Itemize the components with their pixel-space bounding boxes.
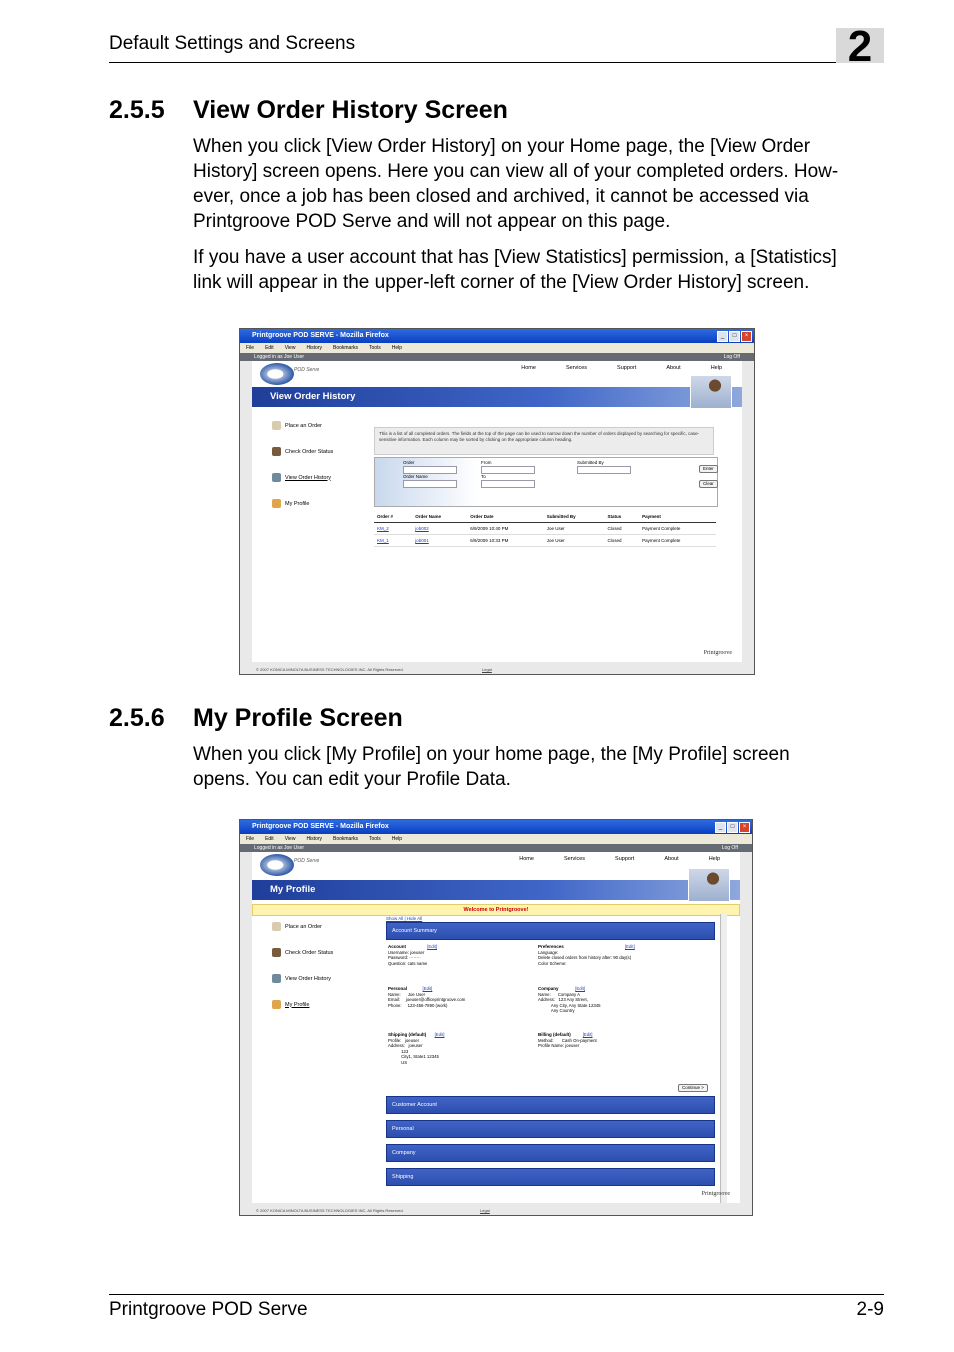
- profile-icon: [272, 499, 281, 508]
- submitted-by-input[interactable]: [577, 466, 631, 474]
- login-bar: [240, 353, 754, 361]
- block-title: Account: [388, 944, 406, 949]
- nav-services[interactable]: Services: [563, 856, 586, 862]
- top-nav: [519, 856, 720, 862]
- nav-label: View Order History: [285, 474, 332, 481]
- submitted-by-cell: Joe User: [544, 535, 605, 547]
- nav-label: Check Order Status: [285, 448, 334, 455]
- paragraph: [193, 245, 893, 295]
- top-nav: [521, 365, 722, 371]
- personal-block: [388, 986, 465, 1008]
- person-image: [688, 868, 730, 902]
- view-order-history-screenshot: [239, 328, 755, 675]
- block-line: Question: cats name: [388, 960, 428, 966]
- order-label: Order: [403, 460, 415, 465]
- welcome-bar: Welcome to Printgroove!: [252, 904, 740, 916]
- order-date-cell: 6/9/2009 10:40 PM: [467, 523, 543, 535]
- close-icon[interactable]: ×: [739, 822, 750, 833]
- order-name-label: Order Name: [403, 474, 428, 479]
- page-title: View Order History: [270, 391, 356, 402]
- edit-link[interactable]: [Edit]: [427, 944, 437, 949]
- nav-services[interactable]: Services: [565, 365, 588, 371]
- block-line: Phone: 123-456-7890 (work): [388, 1002, 448, 1008]
- block-title: Billing (default): [538, 1032, 571, 1037]
- logo-text: POD Serve: [294, 367, 320, 373]
- menu-history[interactable]: History: [306, 836, 322, 842]
- nav-support[interactable]: Support: [615, 856, 635, 862]
- close-icon[interactable]: ×: [741, 331, 752, 342]
- company-block: [538, 986, 601, 1014]
- col-order-number[interactable]: Order #: [374, 511, 412, 523]
- section-title: View Order History Screen: [193, 96, 508, 124]
- preferences-block: [538, 944, 635, 966]
- menu-file[interactable]: File: [246, 345, 255, 351]
- shipping-bar[interactable]: Shipping: [386, 1168, 715, 1186]
- logo-icon: [260, 363, 294, 385]
- logo-text: POD Serve: [294, 858, 320, 864]
- nav-about[interactable]: About: [666, 365, 681, 371]
- nav-home[interactable]: Home: [519, 856, 534, 862]
- edit-link[interactable]: [Edit]: [434, 1032, 445, 1037]
- logged-in-text: Logged in as Joe User: [254, 845, 305, 851]
- log-off-link[interactable]: Log Off: [723, 354, 740, 360]
- edit-link[interactable]: [Edit]: [624, 944, 635, 949]
- nav-about[interactable]: About: [664, 856, 679, 862]
- edit-link[interactable]: [Edit]: [575, 986, 586, 991]
- block-line: Delete closed orders from history after: 90 day(s): [538, 955, 632, 960]
- block-line: 123: [388, 1048, 409, 1054]
- login-bar: [240, 844, 752, 852]
- table-header: [374, 511, 716, 523]
- col-status[interactable]: Status: [604, 511, 639, 523]
- window-title: Printgroove POD SERVE - Mozilla Firefox: [240, 329, 754, 343]
- window-controls: [715, 822, 750, 833]
- nav-label: Place an Order: [285, 923, 322, 930]
- line: When you click [My Profile] on your home page, the [My Profile] screen: [193, 744, 790, 765]
- history-icon: [272, 974, 281, 983]
- page: [252, 852, 740, 1203]
- block-line: Any Country: [538, 1008, 575, 1013]
- nav-label: Check Order Status: [285, 949, 334, 956]
- nav-home[interactable]: Home: [521, 365, 536, 371]
- copyright: © 2007 KONICA MINOLTA BUSINESS TECHNOLOGIES INC. All Rights Reserved.: [256, 667, 404, 672]
- block-line: Color Scheme:: [538, 960, 567, 966]
- section-number: 2.5.6: [109, 704, 165, 732]
- menu-view[interactable]: View: [284, 345, 296, 351]
- to-label: To: [481, 474, 486, 479]
- page-number: 2-9: [856, 1299, 884, 1320]
- nav-label: My Profile: [285, 500, 310, 507]
- line: Printgroove POD Serve and will not appear on this page.: [193, 211, 671, 232]
- logged-in-text: Logged in as Joe User: [254, 354, 305, 360]
- chapter-number: 2: [847, 22, 873, 71]
- log-off-link[interactable]: Log Off: [721, 845, 738, 851]
- block-line: Address: joeuser: [388, 1043, 423, 1048]
- block-line: Method: Cash On-payment: [538, 1037, 597, 1043]
- line: link will appear in the upper-left corner of the [View Order History] screen.: [193, 272, 810, 293]
- order-table: [374, 511, 716, 547]
- menu-edit[interactable]: Edit: [265, 836, 274, 842]
- block-line: Password: ········: [388, 955, 421, 960]
- legal-link[interactable]: Legal: [480, 1208, 490, 1213]
- block-title: Preferences: [538, 944, 564, 949]
- order-date-cell: 6/9/2009 10:33 PM: [467, 535, 543, 547]
- menu-edit[interactable]: Edit: [265, 345, 274, 351]
- minimize-icon[interactable]: _: [715, 822, 726, 833]
- section-number: 2.5.5: [109, 96, 165, 124]
- block-title: Company: [538, 986, 559, 991]
- shipping-block: [388, 1032, 444, 1065]
- legal-link[interactable]: Legal: [482, 667, 492, 672]
- nav-help[interactable]: Help: [708, 856, 720, 862]
- edit-link[interactable]: [Edit]: [422, 986, 433, 991]
- from-label: From: [481, 460, 492, 465]
- line: History] screen opens. Here you can view all of your completed orders. How-: [193, 161, 839, 182]
- status-icon: [272, 948, 281, 957]
- enter-button[interactable]: Enter: [699, 465, 718, 473]
- section-title: My Profile Screen: [193, 704, 403, 732]
- block-line: Profile Name: joeuser: [538, 1043, 580, 1048]
- table-row: [374, 523, 716, 535]
- order-number-cell[interactable]: KM_1: [374, 535, 412, 547]
- payment-cell: Payment Complete: [639, 523, 716, 535]
- block-line: Language:: [538, 949, 559, 955]
- show-hide-links[interactable]: Show All | Hide All: [386, 916, 423, 921]
- line: opens. You can edit your Profile Data.: [193, 769, 511, 790]
- line: If you have a user account that has [View Statistics] permission, a [Statistics]: [193, 247, 837, 268]
- nav-label: My Profile: [285, 1001, 310, 1008]
- nav-label: Place an Order: [285, 422, 322, 429]
- order-name-cell[interactable]: job002: [412, 523, 467, 535]
- header-rule: [109, 62, 837, 63]
- col-order-date[interactable]: Order Date: [467, 511, 543, 523]
- status-icon: [272, 447, 281, 456]
- line: When you click [View Order History] on your Home page, the [View Order: [193, 136, 811, 157]
- block-line: Username: joeuser: [388, 949, 425, 955]
- block-line: City1, State1 12345: [388, 1054, 439, 1059]
- window-controls: [717, 331, 752, 342]
- payment-cell: Payment Complete: [639, 535, 716, 547]
- logo-icon: [260, 854, 294, 876]
- copyright: © 2007 KONICA MINOLTA BUSINESS TECHNOLOGIES INC. All Rights Reserved.: [256, 1208, 404, 1213]
- account-summary-bar[interactable]: Account Summary: [386, 922, 715, 940]
- search-panel: [374, 457, 718, 507]
- nav-place-order[interactable]: [272, 421, 322, 430]
- from-date-input[interactable]: [481, 466, 535, 474]
- menu-bar: [240, 343, 754, 353]
- block-line: Email: joeuser@officeprintgroove.com: [388, 997, 466, 1002]
- window-title: Printgroove POD SERVE - Mozilla Firefox: [240, 820, 752, 834]
- col-payment[interactable]: Payment: [639, 511, 716, 523]
- col-submitted-by[interactable]: Submitted By: [544, 511, 605, 523]
- menu-history[interactable]: History: [306, 345, 322, 351]
- block-title: Shipping (default): [388, 1032, 427, 1037]
- nav-support[interactable]: Support: [617, 365, 637, 371]
- order-name-cell[interactable]: job001: [412, 535, 467, 547]
- order-number-cell[interactable]: KM_2: [374, 523, 412, 535]
- page-banner: [252, 387, 742, 407]
- status-cell: Closed: [604, 523, 639, 535]
- status-cell: Closed: [604, 535, 639, 547]
- menu-help[interactable]: Help: [391, 345, 402, 351]
- printgroove-logo: Printgroove: [701, 1191, 730, 1197]
- scrollbar[interactable]: [720, 914, 727, 1203]
- menu-help[interactable]: Help: [391, 836, 402, 842]
- history-icon: [272, 473, 281, 482]
- account-block: [388, 944, 437, 966]
- info-text: This is a list of all completed orders. The fields at the top of the page can be used to narrow down the number of orders displayed by searching for specific, case-sensitive information. Each column may be sorted by clicking on the appropriate column heading.: [374, 427, 714, 455]
- order-input[interactable]: [403, 466, 457, 474]
- col-order-name[interactable]: Order Name: [412, 511, 467, 523]
- menu-tools[interactable]: Tools: [369, 345, 381, 351]
- running-header: Default Settings and Screens: [109, 33, 356, 54]
- billing-block: [538, 1032, 597, 1049]
- page: [252, 361, 742, 662]
- menu-bookmarks[interactable]: Bookmarks: [333, 345, 359, 351]
- minimize-icon[interactable]: _: [717, 331, 728, 342]
- maximize-icon[interactable]: □: [727, 822, 738, 833]
- paragraph: [193, 742, 893, 792]
- browser-canvas: [240, 852, 752, 1215]
- company-bar[interactable]: Company: [386, 1144, 715, 1162]
- nav-check-status[interactable]: [272, 948, 333, 957]
- footer-title: Printgroove POD Serve: [109, 1299, 308, 1320]
- menu-file[interactable]: File: [246, 836, 255, 842]
- nav-help[interactable]: Help: [710, 365, 722, 371]
- menu-bar: [240, 834, 752, 844]
- order-icon: [272, 421, 281, 430]
- nav-check-status[interactable]: [272, 447, 333, 456]
- block-line: US: [388, 1059, 408, 1065]
- table-row: [374, 535, 716, 547]
- continue-button[interactable]: Continue >: [678, 1084, 708, 1092]
- page-banner: [252, 880, 740, 900]
- clear-button[interactable]: Clear: [699, 480, 718, 488]
- nav-view-history[interactable]: [272, 974, 331, 983]
- submitted-by-label: Submitted By: [577, 460, 604, 465]
- person-image: [690, 375, 732, 409]
- page-title: My Profile: [270, 884, 316, 895]
- customer-account-bar[interactable]: Customer Account: [386, 1096, 715, 1114]
- edit-link[interactable]: [Edit]: [582, 1032, 593, 1037]
- block-title: Personal: [388, 986, 408, 991]
- printgroove-logo: Printgroove: [703, 650, 732, 656]
- nav-label: View Order History: [285, 975, 332, 982]
- footer-rule: [109, 1294, 884, 1295]
- block-line: Profile: joeuser: [388, 1037, 420, 1043]
- block-line: Any City, Any State 12345: [538, 1002, 601, 1008]
- block-line: Name: Company A: [538, 991, 581, 997]
- line: ever, once a job has been closed and archived, it cannot be accessed via: [193, 186, 809, 207]
- menu-tools[interactable]: Tools: [369, 836, 381, 842]
- personal-bar[interactable]: Personal: [386, 1120, 715, 1138]
- to-date-input[interactable]: [481, 480, 535, 488]
- menu-view[interactable]: View: [284, 836, 296, 842]
- block-line: Name: Joe User: [388, 991, 426, 997]
- my-profile-screenshot: [239, 819, 753, 1216]
- nav-view-history[interactable]: [272, 473, 331, 482]
- profile-icon: [272, 1000, 281, 1009]
- nav-my-profile[interactable]: [272, 499, 309, 508]
- block-line: Address: 123 Any Street,: [538, 997, 588, 1002]
- nav-my-profile[interactable]: [272, 1000, 309, 1009]
- paragraph: [193, 134, 893, 234]
- submitted-by-cell: Joe User: [544, 523, 605, 535]
- order-name-input[interactable]: [403, 480, 457, 488]
- menu-bookmarks[interactable]: Bookmarks: [333, 836, 359, 842]
- order-icon: [272, 922, 281, 931]
- browser-canvas: [240, 361, 754, 674]
- nav-place-order[interactable]: [272, 922, 322, 931]
- maximize-icon[interactable]: □: [729, 331, 740, 342]
